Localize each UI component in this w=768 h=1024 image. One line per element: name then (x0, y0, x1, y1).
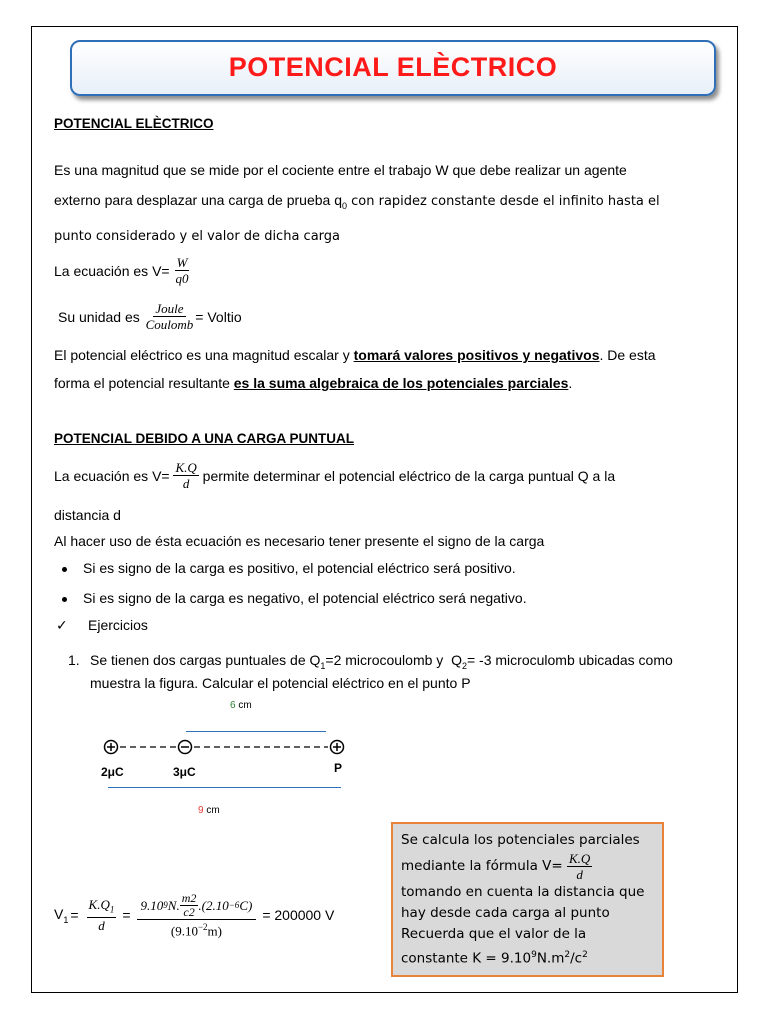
section-heading-potencial: POTENCIAL ELÈCTRICO (54, 116, 214, 131)
negative-charge-icon (179, 741, 192, 754)
page-title: POTENCIAL ELÈCTRICO (228, 52, 558, 82)
point-label: P (334, 761, 343, 775)
equation-v-kq-d: La ecuación es V= $\frac{K.Q}{d}$ permite determinar el potencial eléctrico de la carga puntual Q a la (54, 460, 616, 491)
unit-equation: Su unidad es $\frac{\text{Joule}}{\text{Coulomb}}$ = Voltio (58, 301, 242, 332)
charge-label-1: 2μC (101, 765, 124, 779)
result-value: = 200000 V (262, 907, 335, 924)
check-item: ✓ Ejercicios (56, 617, 148, 633)
solution-equation: $V_1$ = $\frac{K.Q_1}{d}$ = 9.10 9 N. $\frac{m2}{c2}$ .(2.10 −6 C) $(9.10^{-2}m)$ = 200000 V (54, 891, 335, 939)
equation-v-w-q: La ecuación es V= $\frac{W}{q0}$ (54, 255, 189, 286)
list-item: Si es signo de la carga es negativo, el potencial eléctrico será negativo. (62, 588, 527, 608)
bullet-icon (62, 597, 67, 602)
explanation-callout: Se calcula los potenciales parciales mediante la fórmula V= $\frac{K.Q}{d}$ tomando en cuenta la distancia que hay desde cada carga al punto Recuerda que el valor de la constante $K = 9.10^9N.m^2/c^2$ (391, 822, 664, 977)
charges-diagram (100, 736, 350, 758)
distance-label-bottom: 9 cm (198, 805, 220, 816)
charge-label-2: 3μC (173, 765, 196, 779)
positive-charge-icon (105, 741, 118, 754)
distance-line-top (186, 731, 326, 732)
title-banner (70, 40, 716, 96)
paragraph-line: El potencial eléctrico es una magnitud escalar y tomará valores positivos y negativos. De esta (54, 347, 656, 363)
paragraph-line: distancia d (54, 507, 121, 523)
paragraph-line: punto considerado y el valor de dicha carga (54, 229, 340, 244)
checkmark-icon: ✓ (56, 617, 68, 633)
positive-point-icon (331, 741, 344, 754)
distance-label-top: 6 cm (230, 700, 252, 711)
distance-line-bottom (108, 787, 341, 788)
paragraph-line: Al hacer uso de ésta ecuación es necesario tener presente el signo de la carga (54, 533, 545, 549)
exercise-item: 1. Se tienen dos cargas puntuales de $Q_1=2$ microcoulomb y $Q_2= -3$ microculomb ubicadas como muestra la figura. Calcular el potencial eléctrico en el punto P (68, 652, 673, 691)
list-item: Si es signo de la carga es positivo, el potencial eléctrico será positivo. (62, 558, 516, 578)
section-heading-carga-puntual: POTENCIAL DEBIDO A UNA CARGA PUNTUAL (54, 431, 354, 446)
paragraph-line: externo para desplazar una carga de prueba $q_0$ con rapidez constante desde el infinito hasta el (54, 192, 660, 211)
paragraph-line: forma el potencial resultante es la suma algebraica de los potenciales parciales. (54, 375, 573, 391)
paragraph-line: Es una magnitud que se mide por el cociente entre el trabajo W que debe realizar un agente (54, 162, 627, 178)
bullet-icon (62, 567, 67, 572)
